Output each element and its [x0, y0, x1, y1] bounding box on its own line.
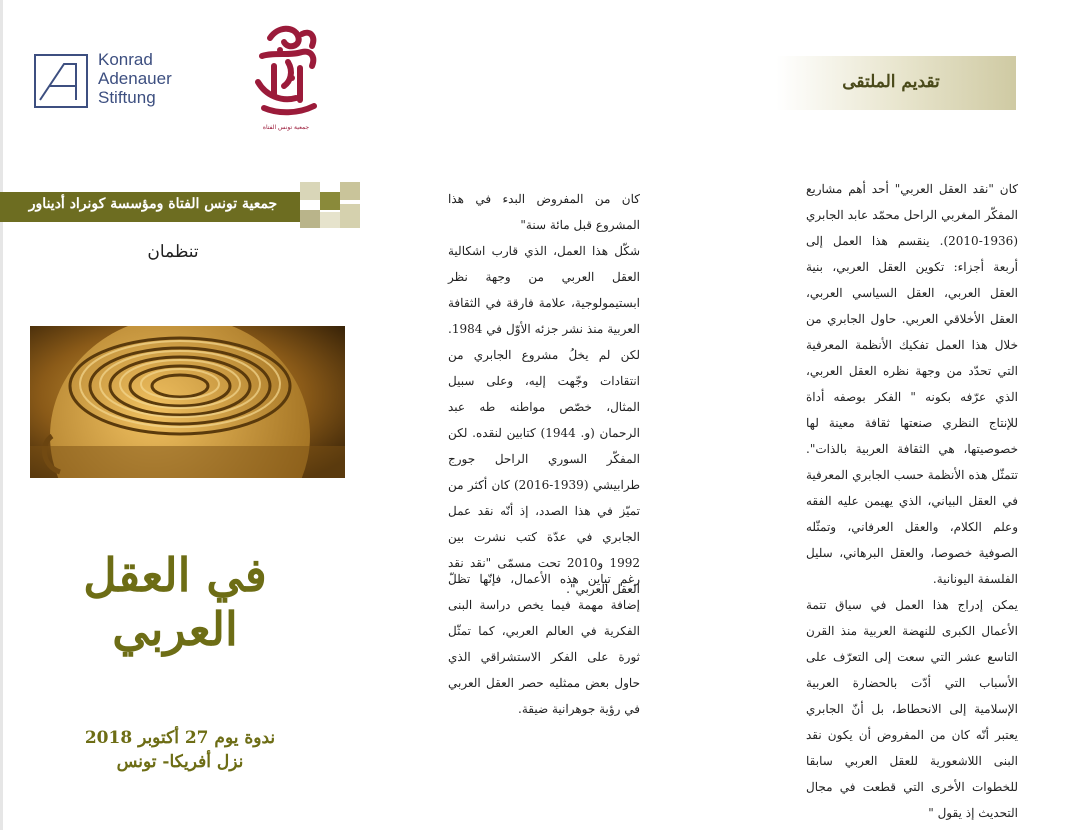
middle-paragraph-3: رغم تباين هذه الأعمال، فإنّها تظلّ إضافة مهمة فيما يخص دراسة البنى الفكرية في العالم العربي، كما تمثّل ثورة على الفكر الاستشراقي الذي حاول بعض ممثليه حصر العقل العربي في رؤية جوهرانية ضيقة.	[448, 572, 640, 716]
event-venue: نزل أفريكا- تونس	[116, 752, 244, 772]
kas-logo-mark-icon	[34, 54, 88, 108]
page-edge	[0, 0, 3, 830]
organizers-band	[0, 182, 360, 238]
kas-logo-text	[98, 50, 172, 107]
band-tile	[340, 182, 360, 200]
association-calligraphy-icon	[244, 16, 328, 122]
intro-header	[776, 56, 1016, 110]
main-title: في العقل العربي	[83, 548, 267, 656]
band-tile	[340, 204, 360, 228]
middle-column	[448, 186, 640, 602]
right-paragraph-2: يمكن إدراج هذا العمل في سياق تتمة الأعمال الكبرى للنهضة العربية منذ القرن التاسع عشر التي سعت إلى التعرّف على الأسباب التي أدّت بالحضارة العربية الإسلامية إلى الانحطاط، بل أنّ الجابري يعتبر أنّه كان من المفروض أن يكون نقد البنى اللاشعورية للعقل العربي سابقا للخطوات الأخرى التي قطعت في مجال التحديث إذ يقول "	[806, 598, 1018, 820]
right-paragraph-1: كان "نقد العقل العربي" أحد أهم مشاريع المفكّر المغربي الراحل محمّد عابد الجابري (1936-2010). ينقسم هذا العمل إلى أربعة أجزاء: تكوين العقل العربي، بنية العقل العربي، العقل السياسي العربي، العقل الأخلاقي العربي. حاول الجابري من خلال هذا العمل تفكيك الأنظمة المعرفية التي تحدّد من وجهة نظره العقل العربي، الذي عرّفه بكونه " الفكر بوصفه أداة للإنتاج النظري صنعتها ثقافة معينة لها خصوصيتها، هي الثقافة العربية بالذات". تتمثّل هذه الأنظمة حسب الجابري المعرفية في العقل البياني، الذي يهيمن عليه الفقه وعلم الكلام، والعقل العرفاني، وتمثّله الصوفية خصوصا، والعقل البرهاني، سليل الفلسفة اليونانية.	[806, 182, 1018, 586]
middle-paragraph-2: شكّل هذا العمل، الذي قارب اشكالية العقل العربي من وجهة نظر ابستيمولوجية، علامة فارقة في الثقافة العربية منذ نشر جزئه الأوّل في 1984. لكن لم يخلُ مشروع الجابري من انتقادات وجّهت إليه، وعلى سبيل المثال، خصّص مواطنه طه عبد الرحمان (و. 1944) كتابين لنقده. لكن المفكّر السوري الراحل جورج طرابيشي (1939-2016) كان أكثر من تميّز في هذا الصدد، إذ أنّه نقد عمل الجابري في عدّة كتب نشرت بين 1992 و2010 تحت مسمّى "نقد نقد العقل العربي".	[448, 244, 641, 596]
middle-column-lower	[448, 566, 640, 722]
band-tile	[320, 212, 340, 228]
event-date: ندوة يوم 27 أكتوبر 2018	[84, 728, 276, 748]
band-tile	[300, 210, 320, 228]
association-logo-caption: جمعية تونس الفتاة	[262, 124, 310, 131]
middle-paragraph-1: كان من المفروض البدء في هذا المشروع قبل مائة سنة"	[448, 192, 640, 232]
kas-line-2: Adenauer	[98, 69, 172, 88]
kas-line-1: Konrad	[98, 50, 153, 69]
band-tile	[300, 182, 320, 200]
organizers-text: جمعية تونس الفتاة ومؤسسة كونراد أديناور	[28, 196, 278, 212]
organize-verb: تنظمان	[147, 242, 199, 262]
konrad-adenauer-logo	[34, 50, 204, 114]
association-logo	[244, 16, 328, 138]
brain-maze-image	[30, 326, 345, 478]
kas-line-3: Stiftung	[98, 88, 156, 107]
right-column	[806, 176, 1018, 826]
event-info	[60, 726, 300, 774]
band-tile	[320, 192, 340, 210]
intro-header-title: تقديم الملتقى	[842, 72, 940, 92]
